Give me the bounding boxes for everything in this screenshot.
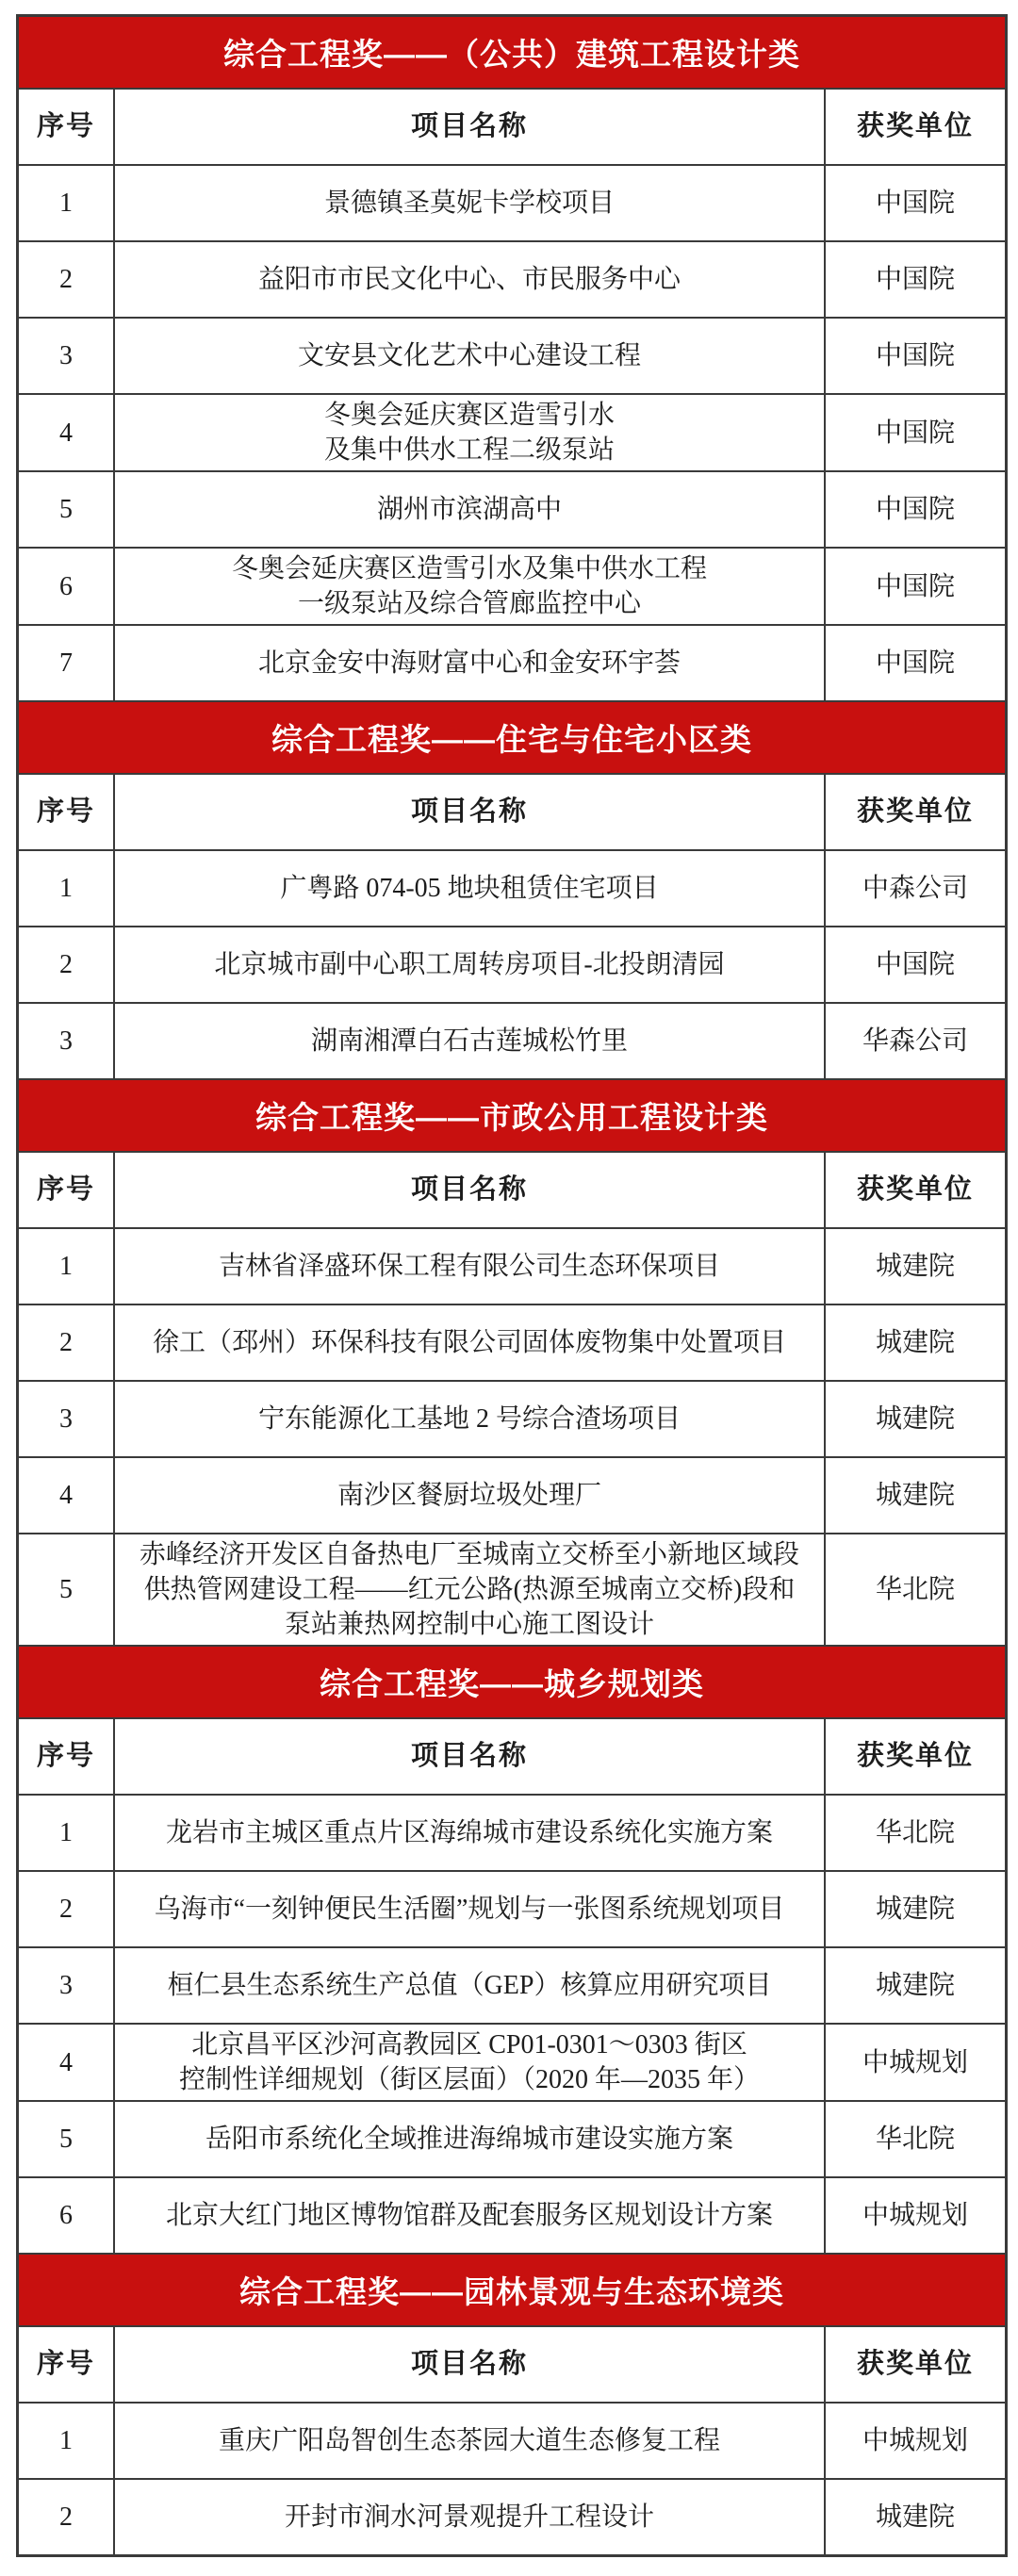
table-row <box>19 2178 1005 2255</box>
row-number: 2 <box>19 1872 115 1946</box>
project-name-line: 重庆广阳岛智创生态茶园大道生态修复工程 <box>218 2426 720 2455</box>
section-title: 综合工程奖——住宅与住宅小区类 <box>271 722 752 757</box>
row-number: 5 <box>19 1534 115 1645</box>
section-title: 综合工程奖——市政公用工程设计类 <box>255 1100 768 1135</box>
award-unit: 中国院 <box>875 341 955 370</box>
award-unit: 城建院 <box>875 1404 955 1434</box>
project-name-line: 吉林省泽盛环保工程有限公司生态环保项目 <box>218 1252 720 1281</box>
project-name-line: 乌海市“一刻钟便民生活圈”规划与一张图系统规划项目 <box>154 1895 785 1924</box>
project-name <box>115 1458 826 1533</box>
award-unit: 中国院 <box>875 571 955 601</box>
project-name-line: 北京大红门地区博物馆群及配套服务区规划设计方案 <box>165 2201 773 2230</box>
section-title-band <box>19 702 1005 775</box>
project-name-line: 宁东能源化工基地 2 号综合渣场项目 <box>257 1404 681 1434</box>
project-name <box>115 472 826 547</box>
column-header-unit: 获奖单位 <box>856 1741 974 1771</box>
table-row <box>19 2404 1005 2480</box>
project-name-line: 桓仁县生态系统生产总值（GEP）核算应用研究项目 <box>167 1971 772 2000</box>
table-row <box>19 2025 1005 2102</box>
row-number: 1 <box>19 851 115 926</box>
project-name-line: 龙岩市主城区重点片区海绵城市建设系统化实施方案 <box>165 1818 773 1847</box>
table-row <box>19 626 1005 702</box>
project-name-line: 广粤路 074-05 地块租赁住宅项目 <box>280 874 659 903</box>
project-name-line: 湖州市滨湖高中 <box>376 495 562 524</box>
award-unit: 城建院 <box>875 2502 955 2532</box>
row-number: 6 <box>19 2178 115 2253</box>
row-number: 2 <box>19 1305 115 1380</box>
table-row <box>19 1534 1005 1647</box>
table-row <box>19 1458 1005 1534</box>
award-section <box>19 1080 1005 1647</box>
project-name <box>115 927 826 1002</box>
project-name <box>115 549 826 624</box>
table-row <box>19 549 1005 626</box>
row-number: 4 <box>19 1458 115 1533</box>
row-number: 3 <box>19 319 115 393</box>
award-unit: 城建院 <box>875 1328 955 1357</box>
table-row <box>19 242 1005 319</box>
row-number: 4 <box>19 2025 115 2100</box>
project-name <box>115 2404 826 2478</box>
project-name <box>115 166 826 240</box>
project-name <box>115 1948 826 2023</box>
project-name <box>115 1004 826 1078</box>
project-name <box>115 1382 826 1456</box>
award-unit: 城建院 <box>875 1971 955 2000</box>
project-name-line: 岳阳市系统化全域推进海绵城市建设实施方案 <box>205 2125 733 2154</box>
table-row <box>19 927 1005 1004</box>
project-name-line: 南沙区餐厨垃圾处理厂 <box>337 1481 601 1510</box>
table-row <box>19 319 1005 395</box>
project-name-line: 北京金安中海财富中心和金安环宇荟 <box>257 648 681 678</box>
award-unit: 中国院 <box>875 648 955 678</box>
row-number: 2 <box>19 242 115 317</box>
table-row <box>19 1796 1005 1872</box>
row-number: 6 <box>19 549 115 624</box>
column-header-row <box>19 775 1005 851</box>
column-header-unit: 获奖单位 <box>856 796 974 827</box>
award-unit: 中国院 <box>875 265 955 294</box>
project-name <box>115 851 826 926</box>
award-unit: 中城规划 <box>862 2047 968 2077</box>
column-header-unit: 获奖单位 <box>856 2349 974 2379</box>
project-name-line: 及集中供水工程二级泵站 <box>323 435 615 465</box>
project-name-line: 文安县文化艺术中心建设工程 <box>297 341 641 370</box>
column-header-unit: 获奖单位 <box>856 111 974 141</box>
column-header-name: 项目名称 <box>115 1719 826 1794</box>
project-name-line: 开封市涧水河景观提升工程设计 <box>284 2502 654 2532</box>
row-number: 2 <box>19 927 115 1002</box>
award-unit: 华北院 <box>875 2125 955 2154</box>
project-name <box>115 2480 826 2554</box>
project-name <box>115 395 826 470</box>
column-header-name: 项目名称 <box>115 775 826 849</box>
column-header-row <box>19 2327 1005 2404</box>
awards-table <box>16 14 1008 2557</box>
project-name <box>115 1305 826 1380</box>
award-unit: 中国院 <box>875 418 955 448</box>
row-number: 3 <box>19 1382 115 1456</box>
project-name-line: 益阳市市民文化中心、市民服务中心 <box>257 265 681 294</box>
award-unit: 中国院 <box>875 189 955 218</box>
table-row <box>19 395 1005 472</box>
row-number: 5 <box>19 472 115 547</box>
award-section <box>19 702 1005 1080</box>
column-header-row <box>19 90 1005 166</box>
section-title: 综合工程奖——城乡规划类 <box>320 1666 704 1701</box>
award-section <box>19 17 1005 702</box>
award-unit: 中城规划 <box>862 2201 968 2230</box>
row-number: 1 <box>19 2404 115 2478</box>
section-title-band <box>19 17 1005 90</box>
project-name <box>115 2102 826 2176</box>
project-name-line: 赤峰经济开发区自备热电厂至城南立交桥至小新地区域段 <box>139 1540 799 1569</box>
row-number: 5 <box>19 2102 115 2176</box>
project-name-line: 景德镇圣莫妮卡学校项目 <box>323 189 615 218</box>
table-row <box>19 2480 1005 2554</box>
table-row <box>19 2102 1005 2178</box>
award-section <box>19 2255 1005 2554</box>
table-row <box>19 1305 1005 1382</box>
section-title: 综合工程奖——园林景观与生态环境类 <box>239 2274 784 2309</box>
row-number: 3 <box>19 1004 115 1078</box>
project-name <box>115 319 826 393</box>
column-header-no: 序号 <box>19 90 115 164</box>
award-section <box>19 1647 1005 2255</box>
section-title-band <box>19 1647 1005 1719</box>
award-unit: 城建院 <box>875 1895 955 1924</box>
column-header-name: 项目名称 <box>115 1153 826 1227</box>
award-unit: 中国院 <box>875 495 955 524</box>
award-unit: 城建院 <box>875 1252 955 1281</box>
project-name <box>115 2178 826 2253</box>
column-header-no: 序号 <box>19 775 115 849</box>
project-name <box>115 242 826 317</box>
table-row <box>19 166 1005 242</box>
award-unit: 中森公司 <box>862 874 968 903</box>
column-header-no: 序号 <box>19 2327 115 2402</box>
table-row <box>19 1229 1005 1305</box>
table-row <box>19 1382 1005 1458</box>
section-title-band <box>19 1080 1005 1153</box>
project-name <box>115 1534 826 1645</box>
column-header-unit: 获奖单位 <box>856 1174 974 1205</box>
section-title-band <box>19 2255 1005 2327</box>
project-name <box>115 2025 826 2100</box>
project-name-line: 北京城市副中心职工周转房项目-北投朗清园 <box>214 950 725 979</box>
project-name <box>115 1229 826 1304</box>
project-name-line: 供热管网建设工程——红元公路(热源至城南立交桥)段和 <box>143 1575 796 1604</box>
table-row <box>19 851 1005 927</box>
row-number: 1 <box>19 1796 115 1870</box>
column-header-no: 序号 <box>19 1153 115 1227</box>
project-name-line: 北京昌平区沙河高教园区 CP01-0301～0303 街区 <box>191 2030 747 2059</box>
row-number: 1 <box>19 166 115 240</box>
column-header-row <box>19 1153 1005 1229</box>
table-row <box>19 1948 1005 2025</box>
award-unit: 华森公司 <box>862 1026 968 1056</box>
project-name-line: 一级泵站及综合管廊监控中心 <box>297 589 641 618</box>
project-name <box>115 1796 826 1870</box>
table-row <box>19 472 1005 549</box>
column-header-name: 项目名称 <box>115 90 826 164</box>
row-number: 2 <box>19 2480 115 2554</box>
project-name <box>115 626 826 700</box>
award-unit: 中城规划 <box>862 2426 968 2455</box>
award-unit: 华北院 <box>875 1575 955 1604</box>
project-name-line: 泵站兼热网控制中心施工图设计 <box>284 1610 654 1639</box>
project-name-line: 湖南湘潭白石古莲城松竹里 <box>310 1026 628 1056</box>
project-name-line: 冬奥会延庆赛区造雪引水及集中供水工程 <box>231 554 707 583</box>
award-unit: 中国院 <box>875 950 955 979</box>
column-header-row <box>19 1719 1005 1796</box>
column-header-name: 项目名称 <box>115 2327 826 2402</box>
table-row <box>19 1004 1005 1080</box>
project-name-line: 控制性详细规划（街区层面）（2020 年—2035 年） <box>178 2065 760 2094</box>
project-name-line: 徐工（邳州）环保科技有限公司固体废物集中处置项目 <box>152 1328 786 1357</box>
project-name-line: 冬奥会延庆赛区造雪引水 <box>323 401 615 430</box>
row-number: 7 <box>19 626 115 700</box>
project-name <box>115 1872 826 1946</box>
section-title: 综合工程奖——（公共）建筑工程设计类 <box>223 37 800 72</box>
table-row <box>19 1872 1005 1948</box>
row-number: 4 <box>19 395 115 470</box>
row-number: 1 <box>19 1229 115 1304</box>
award-unit: 华北院 <box>875 1818 955 1847</box>
column-header-no: 序号 <box>19 1719 115 1794</box>
award-unit: 城建院 <box>875 1481 955 1510</box>
row-number: 3 <box>19 1948 115 2023</box>
